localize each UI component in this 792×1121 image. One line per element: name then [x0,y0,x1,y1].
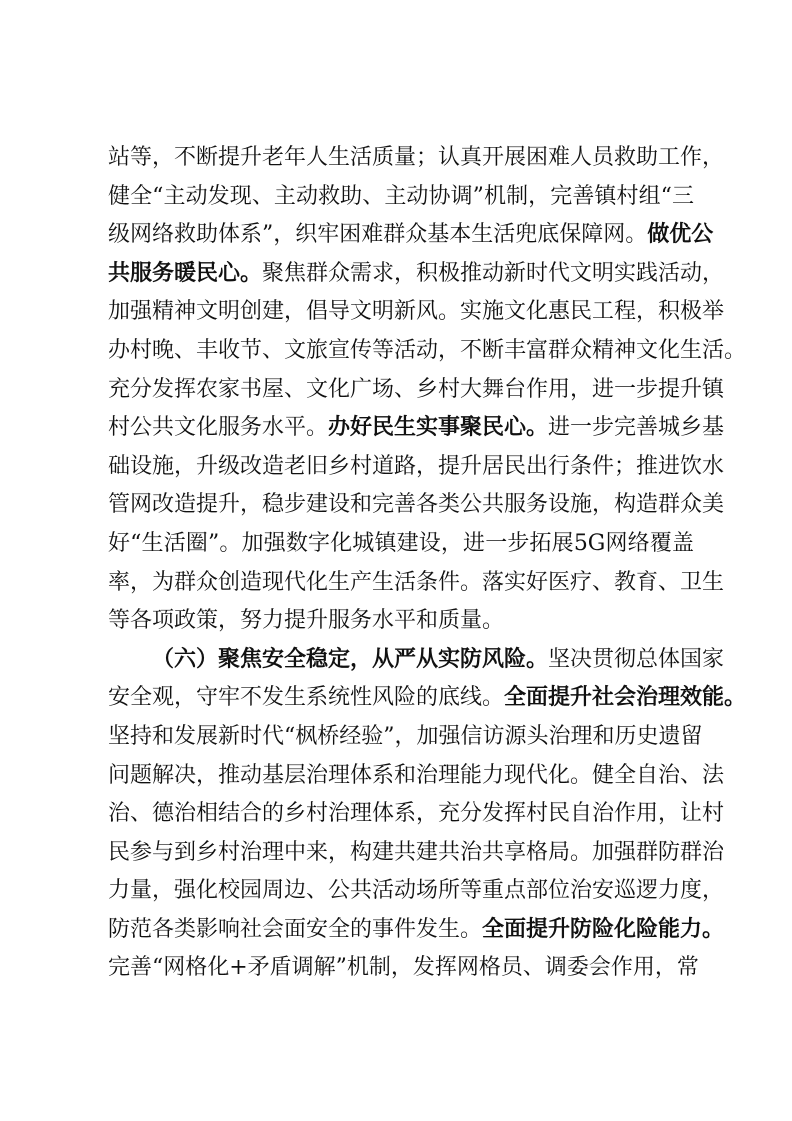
body-text: 充分发挥农家书屋、文化广场、乡村大舞台作用，进一步提升镇 [108,376,725,402]
bold-heading-text: 共服务暖民心。 [108,260,263,286]
body-text: 进一步完善城乡基 [548,415,725,441]
paragraph-security [108,641,747,988]
body-text: 健全“主动发现、主动救助、主动协调”机制，完善镇村组“三 [108,183,694,209]
text-line [108,293,725,332]
bold-heading-text: 做优公 [647,222,714,248]
text-line [108,216,714,255]
body-text: 好“生活圈”。加强数字化城镇建设，进一步拓展5G网络覆盖 [108,530,694,556]
body-text: 管网改造提升，稳步建设和完善各类公共服务设施，构造群众美 [108,492,725,518]
body-text: 坚持和发展新时代“枫桥经验”，加强信访源头治理和历史遗留 [108,723,703,749]
body-text: 聚焦群众需求，积极推动新时代文明实践活动， [262,260,725,286]
bold-heading-text: （六）聚焦安全稳定，从严从实防风险。 [152,646,549,672]
text-line [108,834,725,873]
body-text: 力量，强化校园周边、公共活动场所等重点部位治安巡逻力度， [108,878,725,904]
bold-heading-text: 办好民生实事聚民心。 [328,415,549,441]
text-line [108,139,725,178]
body-text: 问题解决，推动基层治理体系和治理能力现代化。健全自治、法 [108,762,725,788]
text-line [108,371,725,410]
body-text: 站等，不断提升老年人生活质量；认真开展困难人员救助工作， [108,145,725,170]
text-line [108,872,725,911]
text-line [108,564,725,603]
text-line [108,602,694,641]
document-body [108,139,747,988]
body-text: 村公共文化服务水平。 [108,415,329,441]
text-line [108,178,694,217]
body-text: 民参与到乡村治理中来，构建共建共治共享格局。加强群防群治 [108,839,725,865]
body-text: 办村晚、丰收节、文旅宣传等活动，不断丰富群众精神文化生活。 [108,337,747,363]
body-text: 率，为群众创造现代化生产生活条件。落实好医疗、教育、卫生 [108,569,725,595]
body-text: 安全观，守牢不发生系统性风险的底线。 [108,685,505,711]
body-text: 完善“网格化+矛盾调解”机制，发挥网格员、调委会作用，常 [108,955,699,981]
text-line [108,486,725,525]
bold-heading-text: 全面提升社会治理效能。 [504,685,747,711]
body-text: 坚决贯彻总体国家 [548,646,725,672]
text-line [108,525,694,564]
text-line [108,448,725,487]
text-line [108,911,725,950]
bold-heading-text: 全面提升防险化险能力。 [482,916,725,942]
text-line [108,949,699,988]
body-text: 础设施，升级改造老旧乡村道路，提升居民出行条件；推进饮水 [108,453,725,479]
body-text: 防范各类影响社会面安全的事件发生。 [108,916,483,942]
paragraph-livelihood [108,139,747,641]
text-line [108,679,747,718]
body-text: 加强精神文明创建，倡导文明新风。实施文化惠民工程，积极举 [108,299,725,325]
text-line [108,641,725,680]
body-text: 级网络救助体系”，织牢困难群众基本生活兜底保障网。 [108,222,648,248]
body-text: 等各项政策，努力提升服务水平和质量。 [108,608,505,634]
text-line [108,718,703,757]
body-text: 治、德治相结合的乡村治理体系，充分发挥村民自治作用，让村 [108,801,725,827]
text-line [108,255,725,294]
text-line [108,409,725,448]
text-line [108,332,747,371]
text-line [108,757,725,796]
text-line [108,795,725,834]
